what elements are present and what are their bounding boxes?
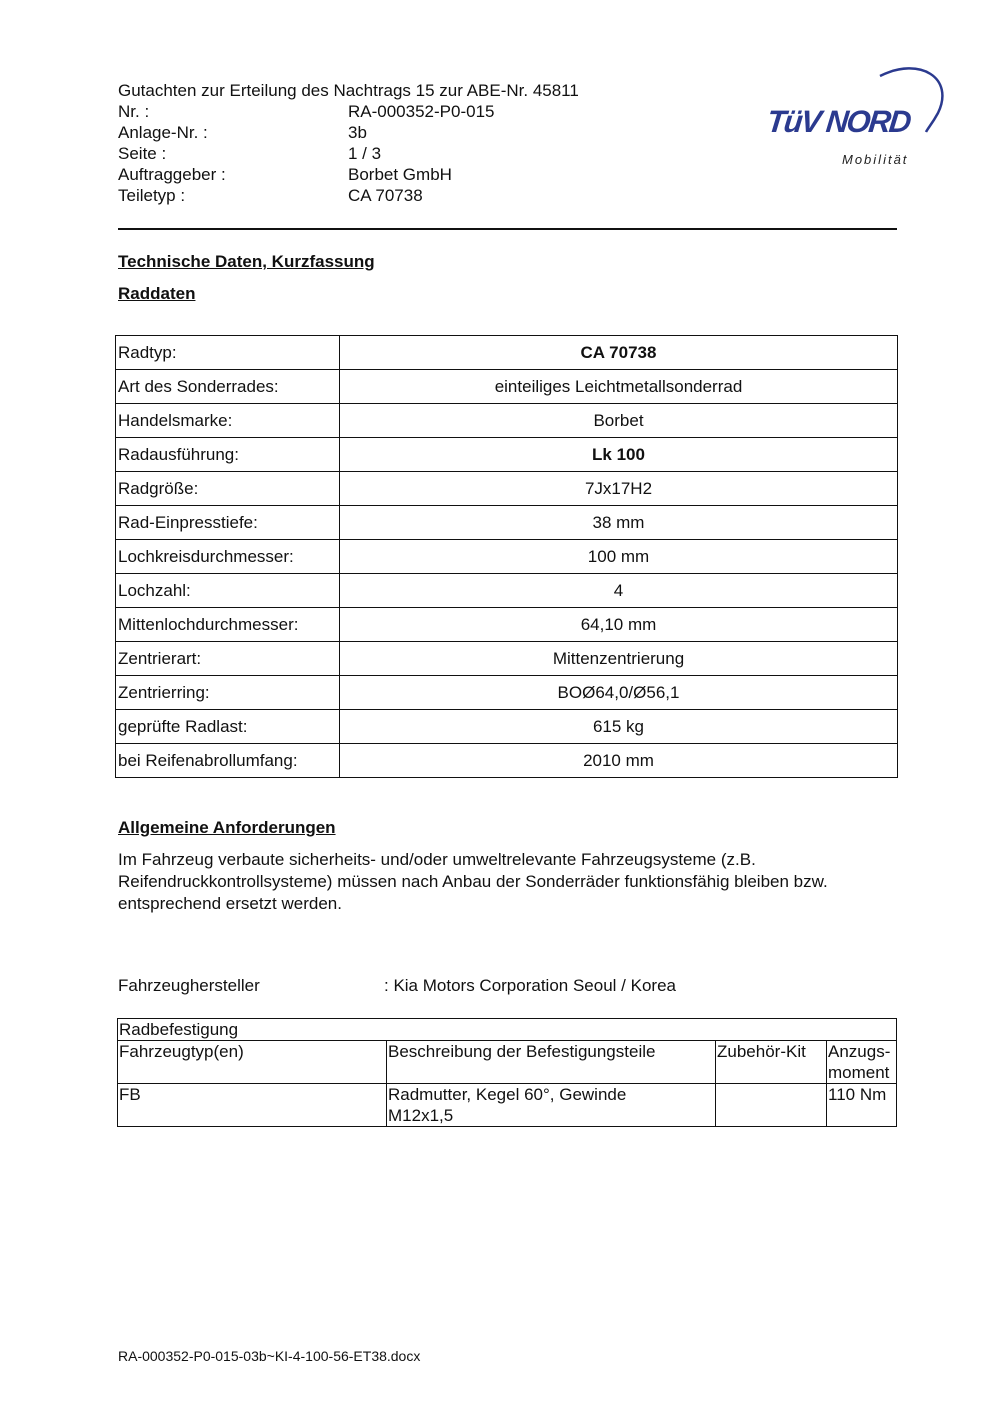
table-row <box>116 370 898 404</box>
table-row <box>116 506 898 540</box>
report-title: Gutachten zur Erteilung des Nachtrags 15 zur ABE-Nr. 45811 <box>118 81 579 100</box>
header-divider <box>118 228 897 230</box>
table-row <box>116 676 898 710</box>
table-row <box>116 642 898 676</box>
manufacturer-value: : Kia Motors Corporation Seoul / Korea <box>384 976 676 995</box>
spec-label: bei Reifenabrollumfang: <box>116 744 340 778</box>
fixing-cell-kit <box>716 1084 827 1127</box>
spec-label: geprüfte Radlast: <box>116 710 340 744</box>
header-label: Auftraggeber : <box>118 165 226 184</box>
header-row <box>118 122 579 143</box>
spec-value: 38 mm <box>340 506 898 540</box>
spec-value: Borbet <box>340 404 898 438</box>
header-value: 1 / 3 <box>348 144 382 163</box>
requirements-text: Im Fahrzeug verbaute sicherheits- und/oder umweltrelevante Fahrzeugsysteme (z.B. Reifendruckkontrollsysteme) müssen nach Anbau der Sonderräder funktionsfähig bleiben bzw. entsprechend ersetzt werden. <box>118 850 828 913</box>
header-label: Seite : <box>118 144 167 163</box>
spec-value: 615 kg <box>340 710 898 744</box>
manufacturer-line <box>118 976 676 996</box>
table-row <box>116 540 898 574</box>
spec-value: Mittenzentrierung <box>340 642 898 676</box>
spec-label: Mittenlochdurchmesser: <box>116 608 340 642</box>
spec-label: Zentrierart: <box>116 642 340 676</box>
spec-label: Radtyp: <box>116 336 340 370</box>
wheel-fixing-table <box>117 1018 897 1127</box>
spec-label: Zentrierring: <box>116 676 340 710</box>
spec-value: CA 70738 <box>340 336 898 370</box>
subsection-title: Raddaten <box>118 284 196 303</box>
header-value: CA 70738 <box>348 186 423 205</box>
spec-label: Radgröße: <box>116 472 340 506</box>
fixing-header-kit: Zubehör-Kit <box>716 1041 827 1084</box>
logo-wordmark: TüV NORD <box>765 104 912 139</box>
table-row <box>116 574 898 608</box>
spec-label: Lochkreisdurchmesser: <box>116 540 340 574</box>
fixing-cell-vehicle-type: FB <box>118 1084 387 1127</box>
manufacturer-label: Fahrzeughersteller <box>118 976 260 995</box>
table-row <box>116 744 898 778</box>
spec-label: Lochzahl: <box>116 574 340 608</box>
spec-value: 64,10 mm <box>340 608 898 642</box>
header-label: Teiletyp : <box>118 186 186 205</box>
spec-label: Handelsmarke: <box>116 404 340 438</box>
document-header <box>118 80 579 206</box>
requirements-title: Allgemeine Anforderungen <box>118 818 336 837</box>
header-value: RA-000352-P0-015 <box>348 102 495 121</box>
header-label: Nr. : <box>118 102 150 121</box>
spec-label: Art des Sonderrades: <box>116 370 340 404</box>
table-row <box>116 608 898 642</box>
spec-value: einteiliges Leichtmetallsonderrad <box>340 370 898 404</box>
fixing-header-vehicle-type: Fahrzeugtyp(en) <box>118 1041 387 1084</box>
header-value: Borbet GmbH <box>348 165 452 184</box>
spec-label: Radausführung: <box>116 438 340 472</box>
tuev-nord-logo <box>760 58 945 173</box>
spec-value: BOØ64,0/Ø56,1 <box>340 676 898 710</box>
header-row <box>118 185 579 206</box>
fixing-header-torque: Anzugs- moment <box>827 1041 897 1084</box>
table-row <box>116 438 898 472</box>
table-row <box>116 472 898 506</box>
table-row <box>116 336 898 370</box>
fixing-cell-description: Radmutter, Kegel 60°, Gewinde M12x1,5 <box>387 1084 716 1127</box>
header-row <box>118 164 579 185</box>
section-title: Technische Daten, Kurzfassung <box>118 252 375 271</box>
fixing-title: Radbefestigung <box>118 1019 897 1041</box>
table-row <box>118 1084 897 1127</box>
spec-value: 7Jx17H2 <box>340 472 898 506</box>
fixing-header-description: Beschreibung der Befestigungsteile <box>387 1041 716 1084</box>
spec-value: 2010 mm <box>340 744 898 778</box>
fixing-cell-torque: 110 Nm <box>827 1084 897 1127</box>
spec-value: Lk 100 <box>340 438 898 472</box>
header-label: Anlage-Nr. : <box>118 123 208 142</box>
spec-value: 4 <box>340 574 898 608</box>
footer-filename: RA-000352-P0-015-03b~KI-4-100-56-ET38.docx <box>118 1348 421 1364</box>
logo-subtitle: Mobilität <box>842 152 909 167</box>
spec-label: Rad-Einpresstiefe: <box>116 506 340 540</box>
header-row <box>118 101 579 122</box>
wheel-data-table <box>115 335 898 778</box>
spec-value: 100 mm <box>340 540 898 574</box>
table-row <box>116 710 898 744</box>
table-row <box>116 404 898 438</box>
header-value: 3b <box>348 123 367 142</box>
header-row <box>118 143 579 164</box>
